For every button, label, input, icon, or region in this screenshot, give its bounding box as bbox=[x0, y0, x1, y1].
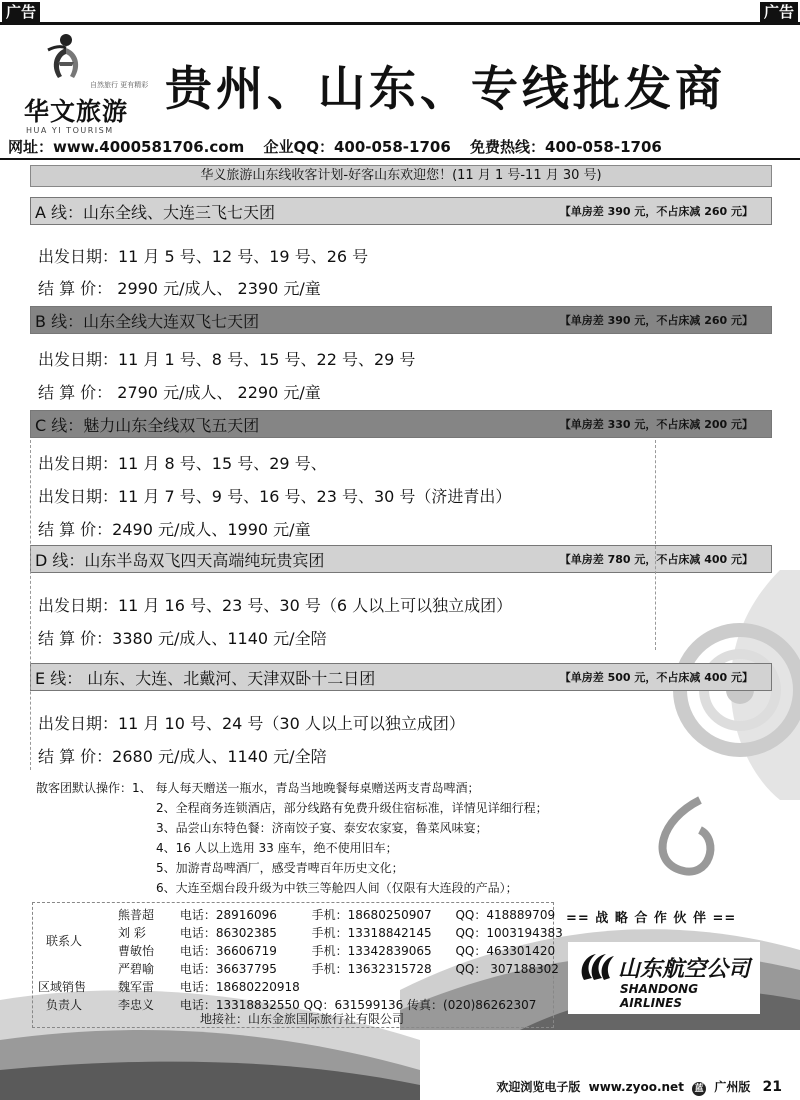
contact-detail: 电话：18680220918 bbox=[179, 980, 300, 994]
region-contact-row bbox=[118, 978, 300, 995]
contact-name: 魏军雷 bbox=[118, 980, 155, 994]
plan-banner: 华义旅游山东线收客计划-好客山东欢迎您！(11 月 1 号-11 月 30 号) bbox=[30, 165, 772, 187]
contact-detail: 电话：13318832550 QQ：631599136 传真：(020)86262307 bbox=[179, 998, 537, 1012]
footer-text: 欢迎浏览电子版 bbox=[496, 1080, 581, 1094]
line-c-note: 【单房差 330 元，不占床减 200 元】 bbox=[559, 418, 753, 431]
contact-row bbox=[118, 942, 555, 959]
airline-name-cn: 山东航空公司 bbox=[618, 957, 751, 982]
note-item: 3、品尝山东特色餐：济南饺子宴、泰安农家宴，鲁菜风味宴； bbox=[156, 821, 488, 835]
contact-mobile: 手机：13318842145 bbox=[311, 926, 432, 940]
line-a-title: A 线：山东全线、大连三飞七天团 bbox=[35, 202, 276, 222]
line-c-title: C 线：魅力山东全线双飞五天团 bbox=[35, 415, 260, 435]
line-c-dates-1: 出发日期：11 月 8 号、15 号、29 号、 bbox=[38, 454, 327, 473]
line-e-title: E 线： 山东、大连、北戴河、天津双卧十二日团 bbox=[35, 668, 376, 688]
contact-qq: QQ：463301420 bbox=[455, 944, 556, 958]
note-item: 散客团默认操作：1、 每人每天赠送一瓶水，青岛当地晚餐每桌赠送两支青岛啤酒； bbox=[36, 781, 480, 795]
logo-name-cn: 华文旅游 bbox=[24, 97, 129, 126]
note-item: 6、大连至烟台段升级为中铁三等舱四人间（仅限有大连段的产品）； bbox=[156, 881, 518, 895]
contact-row bbox=[118, 906, 555, 923]
contact-row bbox=[118, 960, 559, 977]
page-footer bbox=[492, 1078, 782, 1096]
ad-tag-right: 广告 bbox=[760, 2, 798, 22]
note-item: 2、全程商务连锁酒店，部分线路有免费升级住宿标准，详情见详细行程； bbox=[156, 801, 548, 815]
line-a-dates: 出发日期：11 月 5 号、12 号、19 号、26 号 bbox=[38, 247, 369, 266]
line-e-price: 结 算 价：2680 元/成人、1140 元/全陪 bbox=[38, 747, 327, 766]
logo-name-en: HUA YI TOURISM bbox=[26, 126, 114, 135]
logo-slogan: 自然旅行 更有精彩 bbox=[90, 81, 149, 89]
dashed-divider-right bbox=[655, 440, 656, 650]
contact-tel: 电话：36606719 bbox=[179, 944, 277, 958]
line-a-header bbox=[30, 197, 772, 225]
line-a-price: 结 算 价： 2990 元/成人、 2390 元/童 bbox=[38, 279, 321, 298]
line-d-price: 结 算 价：3380 元/成人、1140 元/全陪 bbox=[38, 629, 327, 648]
contact-qq: QQ：1003194383 bbox=[455, 926, 563, 940]
airline-name-en-2: AIRLINES bbox=[620, 996, 682, 1010]
line-c-header bbox=[30, 410, 772, 438]
line-e-dates: 出发日期：11 月 10 号、24 号（30 人以上可以独立成团） bbox=[38, 714, 465, 733]
footer-badge-icon: 蓝 bbox=[692, 1082, 706, 1096]
line-d-header bbox=[30, 545, 772, 573]
page-headline: 贵州、山东、专线批发商 bbox=[165, 62, 726, 117]
contact-tel: 电话：28916096 bbox=[179, 908, 277, 922]
line-b-dates: 出发日期：11 月 1 号、8 号、15 号、22 号、29 号 bbox=[38, 350, 416, 369]
contact-line bbox=[8, 136, 676, 157]
footer-edition: 广州版 bbox=[714, 1080, 751, 1094]
qq-text: 企业QQ：400-058-1706 bbox=[263, 138, 451, 156]
line-c-dates-2: 出发日期：11 月 7 号、9 号、16 号、23 号、30 号（济进青出） bbox=[38, 487, 512, 506]
airline-wave-icon bbox=[576, 950, 616, 984]
contact-divider bbox=[0, 158, 800, 160]
contacts-label: 联系人 bbox=[46, 934, 83, 948]
contact-mobile: 手机：13342839065 bbox=[311, 944, 432, 958]
line-b-note: 【单房差 390 元，不占床减 260 元】 bbox=[559, 314, 753, 327]
contact-name: 刘 彩 bbox=[118, 926, 146, 940]
partner-title: == 战 略 合 作 伙 伴 == bbox=[566, 911, 737, 926]
region-label-1: 区域销售 bbox=[38, 980, 87, 994]
line-a-note: 【单房差 390 元，不占床减 260 元】 bbox=[559, 205, 753, 218]
ad-tag-left: 广告 bbox=[2, 2, 40, 22]
company-logo bbox=[18, 30, 153, 135]
page-number: 21 bbox=[762, 1079, 782, 1095]
contact-tel: 电话：86302385 bbox=[179, 926, 277, 940]
note-item: 5、加游青岛啤酒厂，感受青啤百年历史文化； bbox=[156, 861, 404, 875]
contact-row bbox=[118, 924, 563, 941]
line-d-note: 【单房差 780 元，不占床减 400 元】 bbox=[559, 553, 753, 566]
contact-name: 李忠义 bbox=[118, 998, 155, 1012]
line-b-title: B 线：山东全线大连双飞七天团 bbox=[35, 311, 260, 331]
airline-name-en-1: SHANDONG bbox=[620, 982, 699, 996]
note-item: 4、16 人以上选用 33 座车，绝不使用旧车； bbox=[156, 841, 398, 855]
dancer-icon bbox=[36, 32, 96, 87]
footer-site[interactable]: www.zyoo.net bbox=[588, 1080, 684, 1094]
contact-name: 严碧喻 bbox=[118, 962, 155, 976]
contact-mobile: 手机：18680250907 bbox=[311, 908, 432, 922]
hotline-text: 免费热线：400-058-1706 bbox=[470, 138, 662, 156]
line-b-header bbox=[30, 306, 772, 334]
top-divider bbox=[0, 22, 800, 25]
contact-qq: QQ： 307188302 bbox=[455, 962, 559, 976]
line-d-title: D 线：山东半岛双飞四天高端纯玩贵宾团 bbox=[35, 550, 325, 570]
contact-name: 曹敏怡 bbox=[118, 944, 155, 958]
line-e-note: 【单房差 500 元，不占床减 400 元】 bbox=[559, 671, 753, 684]
dashed-divider-left bbox=[30, 440, 31, 770]
shandong-airlines-logo bbox=[568, 942, 760, 1014]
contact-qq: QQ：418889709 bbox=[455, 908, 556, 922]
ground-agency: 地接社：山东金旅国际旅行社有限公司 bbox=[200, 1012, 405, 1026]
contact-tel: 电话：36637795 bbox=[179, 962, 277, 976]
line-e-header bbox=[30, 663, 772, 691]
contact-mobile: 手机：13632315728 bbox=[311, 962, 432, 976]
region-label-2: 负责人 bbox=[46, 998, 83, 1012]
tour-notes bbox=[36, 778, 548, 898]
line-b-price: 结 算 价： 2790 元/成人、 2290 元/童 bbox=[38, 383, 321, 402]
line-d-dates: 出发日期：11 月 16 号、23 号、30 号（6 人以上可以独立成团） bbox=[38, 596, 513, 615]
contact-name: 熊普超 bbox=[118, 908, 155, 922]
website-text[interactable]: 网址：www.4000581706.com bbox=[8, 138, 245, 156]
line-c-price: 结 算 价：2490 元/成人、1990 元/童 bbox=[38, 520, 311, 539]
